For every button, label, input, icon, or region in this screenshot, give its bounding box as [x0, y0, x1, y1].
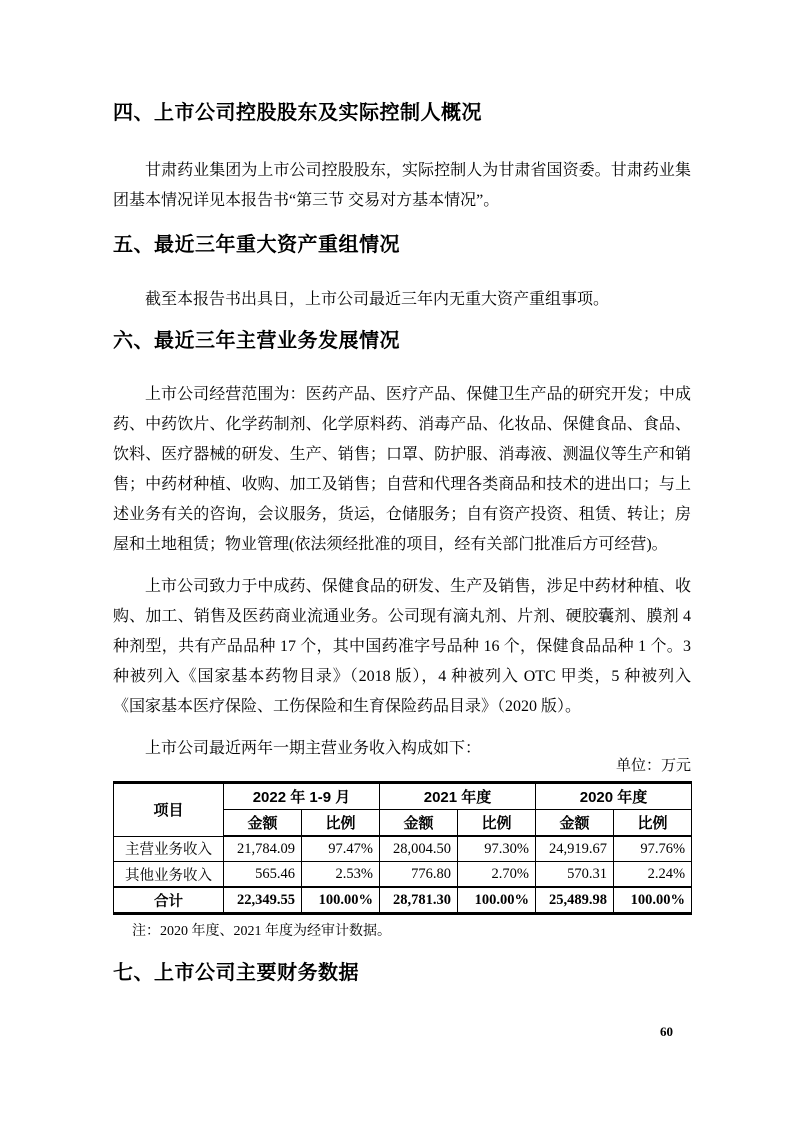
- cell-value: 25,489.98: [536, 887, 614, 914]
- cell-value: 97.47%: [302, 836, 380, 862]
- cell-value: 100.00%: [614, 887, 692, 914]
- cell-value: 97.30%: [458, 836, 536, 862]
- column-header-period-2022: 2022 年 1-9 月: [224, 783, 380, 810]
- subheader-amount: 金额: [536, 810, 614, 837]
- row-label: 合计: [114, 887, 224, 914]
- cell-value: 2.70%: [458, 862, 536, 888]
- table-row-other-revenue: [114, 862, 692, 888]
- row-label: 其他业务收入: [114, 862, 224, 888]
- cell-value: 28,781.30: [380, 887, 458, 914]
- subheader-ratio: 比例: [458, 810, 536, 837]
- page-content: [113, 0, 691, 986]
- subheader-amount: 金额: [380, 810, 458, 837]
- table-row-total: [114, 887, 692, 914]
- subheader-ratio: 比例: [302, 810, 380, 837]
- paragraph-business-scope: 上市公司经营范围为：医药产品、医疗产品、保健卫生产品的研究开发；中成药、中药饮片、化学药制剂、化学原料药、消毒产品、化妆品、保健食品、食品、饮料、医疗器械的研发、生产、销售；口罩、防护服、消毒液、测温仪等生产和销售；中药材种植、收购、加工及销售；自营和代理各类商品和技术的进出口；与上述业务有关的咨询，会议服务，货运，仓储服务；自有资产投资、租赁、转让；房屋和土地租赁；物业管理(依法须经批准的项目，经有关部门批准后方可经营)。: [113, 386, 691, 553]
- cell-value: 28,004.50: [380, 836, 458, 862]
- column-header-item: 项目: [114, 783, 224, 837]
- paragraph-main-business: 上市公司致力于中成药、保健食品的研发、生产及销售，涉足中药材种植、收购、加工、销售及医药商业流通业务。公司现有滴丸剂、片剂、硬胶囊剂、膜剂 4 种剂型，共有产品品种 17 个，其中国药准字号品种 16 个，保健食品品种 1 个。3 种被列入《国家基本药物目录》（2018 版），4 种被列入 OTC 甲类，5 种被列入《国家基本医疗保险、工伤保险和生育保险药品目录》（2020 版）。: [113, 578, 691, 715]
- section-heading-4: 四、上市公司控股股东及实际控制人概况: [113, 102, 482, 124]
- cell-value: 97.76%: [614, 836, 692, 862]
- section-heading-6: 六、最近三年主营业务发展情况: [113, 330, 400, 352]
- cell-value: 21,784.09: [224, 836, 302, 862]
- column-header-period-2021: 2021 年度: [380, 783, 536, 810]
- cell-value: 776.80: [380, 862, 458, 888]
- table-note: 注：2020 年度、2021 年度为经审计数据。: [132, 924, 391, 939]
- paragraph-revenue-intro: 上市公司最近两年一期主营业务收入构成如下：: [145, 740, 482, 757]
- cell-value: 2.53%: [302, 862, 380, 888]
- paragraph-restructuring: 截至本报告书出具日，上市公司最近三年内无重大资产重组事项。: [145, 291, 610, 308]
- unit-label: 单位：万元: [615, 758, 691, 774]
- page-number: 60: [660, 1024, 673, 1039]
- paragraph-controlling-shareholder: 甘肃药业集团为上市公司控股股东，实际控制人为甘肃省国资委。甘肃药业集团基本情况详见本报告书“第三节 交易对方基本情况”。: [113, 162, 691, 209]
- cell-value: 100.00%: [302, 887, 380, 914]
- cell-value: 22,349.55: [224, 887, 302, 914]
- subheader-ratio: 比例: [614, 810, 692, 837]
- section-heading-5: 五、最近三年重大资产重组情况: [113, 234, 400, 256]
- cell-value: 100.00%: [458, 887, 536, 914]
- row-label: 主营业务收入: [114, 836, 224, 862]
- subheader-amount: 金额: [224, 810, 302, 837]
- cell-value: 24,919.67: [536, 836, 614, 862]
- cell-value: 570.31: [536, 862, 614, 888]
- column-header-period-2020: 2020 年度: [536, 783, 692, 810]
- table-header-periods: [114, 783, 692, 810]
- section-heading-7: 七、上市公司主要财务数据: [113, 962, 359, 984]
- cell-value: 2.24%: [614, 862, 692, 888]
- cell-value: 565.46: [224, 862, 302, 888]
- table-row-main-revenue: [114, 836, 692, 862]
- revenue-table: [113, 781, 692, 915]
